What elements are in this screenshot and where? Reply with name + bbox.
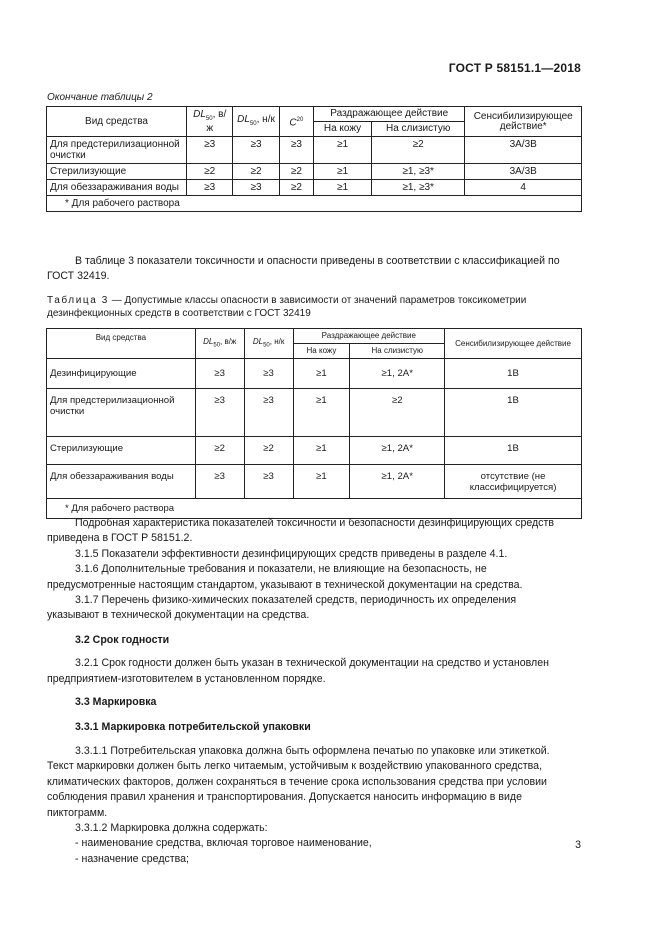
t2-cell-dl-oral: ≥3 (187, 180, 233, 196)
t2-header-irritant-mucosa: На слизистую (371, 122, 464, 137)
t3-cell-sens: 1В (445, 437, 582, 465)
table2-caption: Окончание таблицы 2 (47, 92, 153, 103)
t2-note: * Для рабочего раствора (47, 196, 582, 212)
t3-header-dl-skin: $DL_{50}$, н/к (244, 329, 293, 359)
t3-cell-sens: 1В (445, 359, 582, 389)
table-row (47, 180, 582, 196)
list-item: - наименование средства, включая торговое наименование, (75, 837, 372, 850)
t2-cell-mucosa: ≥1, ≥3* (371, 164, 464, 180)
heading-3-3: 3.3 Маркировка (75, 696, 157, 709)
t2-header-dl-skin: $DL_{50}$, н/к (233, 107, 279, 137)
t3-cell-dl-oral: ≥3 (195, 359, 244, 389)
t3-cell-dl-skin: ≥3 (244, 389, 293, 437)
t3-cell-type: Дезинфицирующие (47, 359, 196, 389)
t3-cell-sens: отсутствие (не классифицируется) (445, 465, 582, 499)
t3-cell-mucosa: ≥1, 2А* (350, 465, 445, 499)
t3-header-irritant-skin: На кожу (293, 344, 350, 359)
table3-caption: Таблица 3 — Допустимые классы опасности в зависимости от значений параметров токсикометрии дезинфекционных средств в соответствии с ГОСТ 32419 (47, 295, 527, 319)
standard-number: ГОСТ Р 58151.1—2018 (448, 61, 581, 75)
t2-cell-type: Для обеззараживания воды (47, 180, 187, 196)
t3-cell-type: Для предстерилизационной очистки (47, 389, 196, 437)
page-number: 3 (575, 839, 581, 851)
t3-cell-skin: ≥1 (293, 359, 350, 389)
table-row (47, 137, 582, 164)
t3-cell-mucosa: ≥1, 2А* (350, 437, 445, 465)
t3-cell-dl-oral: ≥2 (195, 437, 244, 465)
para-3-3-1-1: 3.3.1.1 Потребительская упаковка должна быть оформлена печатью по упаковке или этикеткой. (75, 744, 550, 757)
t3-cell-dl-oral: ≥3 (195, 389, 244, 437)
t3-cell-dl-skin: ≥2 (244, 437, 293, 465)
t2-cell-c20: ≥2 (279, 180, 313, 196)
t2-cell-dl-oral: ≥3 (187, 137, 233, 164)
t2-cell-skin: ≥1 (314, 180, 372, 196)
t3-cell-skin: ≥1 (293, 465, 350, 499)
t2-cell-sens: 4 (465, 180, 582, 196)
t2-cell-dl-skin: ≥3 (233, 137, 279, 164)
t2-cell-mucosa: ≥2 (371, 137, 464, 164)
table2 (46, 106, 582, 212)
list-item: - назначение средства; (75, 852, 189, 865)
table-row (47, 465, 582, 499)
para-3-1-7: 3.1.7 Перечень физико-химических показателей средств, периодичность их определения (75, 594, 517, 607)
t2-header-type: Вид средства (47, 107, 187, 137)
t2-cell-skin: ≥1 (314, 137, 372, 164)
t3-header-irritant: Раздражающее действие (293, 329, 445, 344)
t3-cell-type: Стерилизующие (47, 437, 196, 465)
t2-header-sensitizing: Сенсибилизирующее действие* (465, 107, 582, 137)
t3-cell-mucosa: ≥1, 2А* (350, 359, 445, 389)
table3-intro: В таблице 3 показатели токсичности и опасности приведены в соответствии с классификацией по ГОСТ 32419. (47, 255, 560, 283)
t3-header-sensitizing: Сенсибилизирующее действие (445, 329, 582, 359)
t2-header-dl-oral: $DL_{50}$, в/ж (187, 107, 233, 137)
para-3-2-1: 3.2.1 Срок годности должен быть указан в технической документации на средство и установлен (75, 657, 549, 670)
table-row (47, 437, 582, 465)
table3 (46, 328, 582, 519)
t2-cell-sens: 3А/3В (465, 164, 582, 180)
body-text: Подробная характеристика показателей токсичности и безопасности дезинфицирующих средств приведена в ГОСТ Р 58151.2. 3.1.5 Показатели эффективности дезинфицирующих средств приведены в разделе 4.1. 3.1.6 Дополнительные требования и показатели, не влияющие на безопасность, не предусмотренные настоящим стандартом, указывают в технической документации на средства. 3.1.7 Перечень физико-химических показателей средств, периодичность их определения указывают в технической документации на средства. 3.2 Срок годности 3.2.1 Срок годности должен быть указан в технической документации на средство и установлен предприятием-изготовителем в установленном порядке. 3.3 Маркировка 3.3.1 Маркировка потребительской упаковки 3.3.1.1 Потребительская упаковка должна быть оформлена печатью по упаковке или этикеткой. Текст маркировки должен быть легко читаемым, устойчивым к воздействию упакованного средства, климатических факторов, должен сохраняться в течение срока использования средства при условии соблюдения правил хранения и транспортирования. Допускается наносить информацию в виде пиктограмм. 3.3.1.2 Маркировка должна содержать: - наименование средства, включая торговое наименование, - назначение средства; (47, 516, 583, 867)
t3-cell-sens: 1В (445, 389, 582, 437)
t2-header-irritant-skin: На кожу (314, 122, 372, 137)
t2-cell-type: Стерилизующие (47, 164, 187, 180)
t2-cell-skin: ≥1 (314, 164, 372, 180)
t3-header-dl-oral: $DL_{50}$, в/ж (195, 329, 244, 359)
t2-cell-mucosa: ≥1, ≥3* (371, 180, 464, 196)
t2-cell-c20: ≥2 (279, 164, 313, 180)
t2-cell-dl-skin: ≥2 (233, 164, 279, 180)
t2-cell-c20: ≥3 (279, 137, 313, 164)
t2-cell-sens: 3А/3В (465, 137, 582, 164)
heading-3-3-1: 3.3.1 Маркировка потребительской упаковки (75, 721, 311, 734)
para-detail: Подробная характеристика показателей токсичности и безопасности дезинфицирующих средств (75, 517, 554, 529)
heading-3-2: 3.2 Срок годности (75, 633, 170, 646)
para-3-3-1-2: 3.3.1.2 Маркировка должна содержать: (75, 821, 268, 834)
t3-note: * Для рабочего раствора (47, 499, 582, 519)
t2-cell-dl-skin: ≥3 (233, 180, 279, 196)
para-3-1-6: 3.1.6 Дополнительные требования и показатели, не влияющие на безопасность, не (75, 563, 487, 576)
t3-header-type: Вид средства (47, 329, 196, 359)
t3-cell-mucosa: ≥2 (350, 389, 445, 437)
t3-cell-dl-skin: ≥3 (244, 359, 293, 389)
table-row (47, 389, 582, 437)
t3-header-irritant-mucosa: На слизистую (350, 344, 445, 359)
t3-cell-dl-skin: ≥3 (244, 465, 293, 499)
table-row (47, 164, 582, 180)
t2-header-c20: $C^{20}$ (279, 107, 313, 137)
t3-cell-skin: ≥1 (293, 437, 350, 465)
t3-cell-skin: ≥1 (293, 389, 350, 437)
t2-header-irritant: Раздражающее действие (314, 107, 465, 122)
table-row (47, 359, 582, 389)
t2-cell-type: Для предстерилизационной очистки (47, 137, 187, 164)
para-3-1-5: 3.1.5 Показатели эффективности дезинфицирующих средств приведены в разделе 4.1. (75, 547, 508, 560)
t3-cell-dl-oral: ≥3 (195, 465, 244, 499)
t3-cell-type: Для обеззараживания воды (47, 465, 196, 499)
t2-cell-dl-oral: ≥2 (187, 164, 233, 180)
